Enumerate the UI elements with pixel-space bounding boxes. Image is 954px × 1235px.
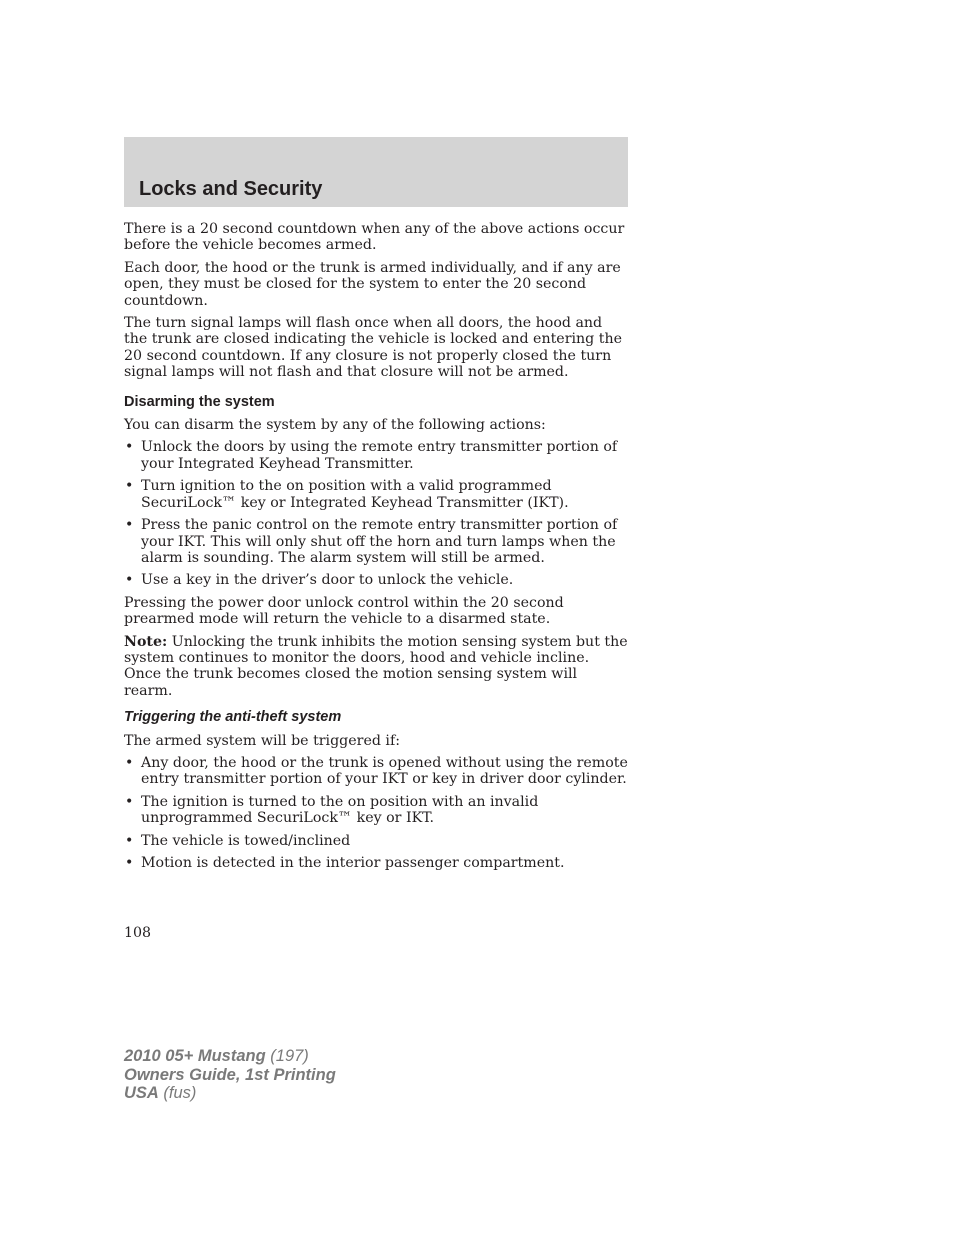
section-title: Locks and Security xyxy=(139,178,323,200)
triggering-intro: The armed system will be triggered if: xyxy=(124,732,400,749)
footer-model: 2010 05+ Mustang xyxy=(124,1047,266,1065)
disarming-heading: Disarming the system xyxy=(124,393,275,410)
disarming-list xyxy=(124,439,628,588)
page-content xyxy=(124,221,628,877)
disarming-after: Pressing the power door unlock control within the 20 second prearmed mode will return the vehicle to a disarmed state. xyxy=(124,594,564,628)
bullet-icon: • xyxy=(125,754,134,771)
bullet-icon: • xyxy=(125,572,134,589)
footer-line-1 xyxy=(124,1047,336,1066)
list-item xyxy=(124,833,628,849)
intro-paragraph-1: There is a 20 second countdown when any of the above actions occur before the vehicle becomes armed. xyxy=(124,221,625,254)
list-item xyxy=(124,572,628,588)
note-text: Unlocking the trunk inhibits the motion sensing system but the system continues to monitor the doors, hood and vehicle incline. Once the trunk becomes closed the motion sensing system will rearm. xyxy=(124,633,628,699)
list-item-text: Motion is detected in the interior passenger compartment. xyxy=(141,855,565,871)
list-item-text: Any door, the hood or the trunk is opened without using the remote entry transmitter portion of your IKT or key in driver door cylinder. xyxy=(141,754,628,788)
bullet-icon: • xyxy=(125,793,134,810)
note-paragraph xyxy=(124,634,628,700)
footer-guide: Owners Guide, 1st Printing xyxy=(124,1065,336,1084)
list-item xyxy=(124,755,628,788)
footer-market-code: (fus) xyxy=(158,1084,197,1102)
disarming-intro: You can disarm the system by any of the following actions: xyxy=(124,417,546,434)
list-item xyxy=(124,855,628,871)
footer-line-3 xyxy=(124,1084,336,1103)
bullet-icon: • xyxy=(125,832,134,849)
footer-market: USA xyxy=(124,1084,159,1102)
triggering-heading: Triggering the anti-theft system xyxy=(124,709,342,726)
list-item-text: Use a key in the driver’s door to unlock the vehicle. xyxy=(141,572,514,589)
list-item-text: Unlock the doors by using the remote entry transmitter portion of your Integrated Keyhead Transmitter. xyxy=(141,439,618,472)
list-item-text: The ignition is turned to the on position with an invalid unprogrammed SecuriLock™ key or IKT. xyxy=(141,793,539,827)
bullet-icon: • xyxy=(125,439,134,456)
list-item-text: Press the panic control on the remote entry transmitter portion of your IKT. This will only shut off the horn and turn lamps when the alarm is sounding. The alarm system will still be armed. xyxy=(141,517,618,566)
page-number: 108 xyxy=(124,925,152,941)
list-item xyxy=(124,439,628,472)
print-footer xyxy=(124,1047,336,1103)
triggering-list xyxy=(124,755,628,871)
list-item xyxy=(124,478,628,511)
intro-paragraph-2: Each door, the hood or the trunk is armed individually, and if any are open, they must be closed for the system to enter the 20 second countdown. xyxy=(124,259,621,309)
bullet-icon: • xyxy=(125,517,134,534)
note-label: Note: xyxy=(124,633,168,650)
bullet-icon: • xyxy=(125,855,134,871)
list-item xyxy=(124,794,628,827)
list-item-text: Turn ignition to the on position with a valid programmed SecuriLock™ key or Integrated Keyhead Transmitter (IKT). xyxy=(141,478,569,511)
bullet-icon: • xyxy=(125,478,134,495)
list-item-text: The vehicle is towed/inclined xyxy=(141,832,351,849)
list-item xyxy=(124,517,628,566)
footer-model-code: (197) xyxy=(265,1047,309,1065)
footer-line-2 xyxy=(124,1066,336,1085)
intro-paragraph-3: The turn signal lamps will flash once when all doors, the hood and the trunk are closed indicating the vehicle is locked and entering the 20 second countdown. If any closure is not properly closed the turn signal lamps will not flash and that closure will not be armed. xyxy=(124,315,622,381)
section-header-band xyxy=(124,137,628,207)
